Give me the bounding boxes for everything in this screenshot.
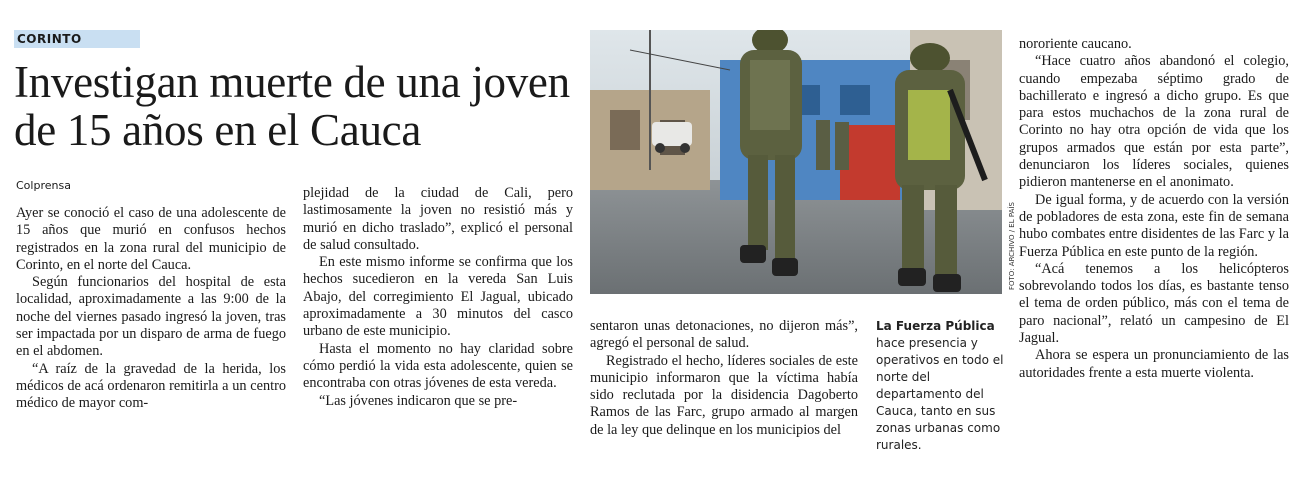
paragraph: En este mismo informe se confirma que los hechos sucedieron en la vereda San Luis Abajo, del corregimiento El Jagual, ubicado aproximadamente a 30 minutos del casco urbano de este municipio. xyxy=(303,254,573,340)
paragraph: “Acá tenemos a los helicópteros sobrevolando todos los días, es bastante tenso el tema de orden público, más con el tema de paro nacional”, relató un campesino de El Jagual. xyxy=(1019,260,1289,347)
text-column-1 xyxy=(16,205,286,413)
paragraph: “Las jóvenes indicaron que se pre- xyxy=(319,392,518,409)
section-kicker: CORINTO xyxy=(14,30,140,48)
paragraph: plejidad de la ciudad de Cali, pero lastimosamente la joven no resistió más y murió en dicho traslado”, explicó el personal de salud consultado. xyxy=(303,185,573,253)
paragraph: “A raíz de la gravedad de la herida, los médicos de acá ordenaron remitirla a un centro médico de mayor com- xyxy=(16,360,286,412)
paragraph: Ahora se espera un pronunciamiento de las autoridades frente a esta muerte violenta. xyxy=(1019,347,1289,381)
text-column-3 xyxy=(590,318,858,439)
photo-caption xyxy=(876,318,1006,454)
caption-body: hace presencia y operativos en todo el norte del departamento del Cauca, tanto en sus zonas urbanas como rurales. xyxy=(876,336,1004,452)
paragraph: Hasta el momento no hay claridad sobre cómo perdió la vida esta adolescente, quien se encontraba con otras jóvenes de esta vereda. xyxy=(303,340,573,392)
headline: Investigan muerte de una joven de 15 años en el Cauca xyxy=(14,57,570,155)
paragraph: “Hace cuatro años abandonó el colegio, cuando empezaba séptimo grado de bachillerato e ingresó a dicho grupo. Es que para estos muchachos de la zona rural de Corinto no hay otra opción de vida que los grupos armados que están por esta parte”, denunciaron los líderes sociales, quienes pidieron mantenerse en el anonimato. xyxy=(1019,53,1289,191)
paragraph: nororiente caucano. xyxy=(1019,36,1132,52)
photo-credit-text: FOTO: ARCHIVO / EL PAÍS xyxy=(1008,202,1016,290)
soldiers-photo-illustration xyxy=(590,30,1002,294)
paragraph: Ayer se conoció el caso de una adolescente de 15 años que murió en confusos hechos registrados en la zona rural del municipio de Corinto, en el norte del Cauca. xyxy=(16,205,286,273)
news-photo xyxy=(590,30,1002,294)
byline: Colprensa xyxy=(16,179,71,192)
paragraph: Registrado el hecho, líderes sociales de este municipio informaron que la víctima había sido reclutada por la disidencia Dagoberto Ramos de las Farc, grupo armado al margen de la ley que delinque en los municipios del xyxy=(590,352,858,438)
paragraph: sentaron unas detonaciones, no dijeron más”, agregó el personal de salud. xyxy=(590,318,858,352)
caption-head: La Fuerza Pública xyxy=(876,319,995,333)
paragraph: Según funcionarios del hospital de esta localidad, aproximadamente a las 9:00 de la noche del viernes pasado ingresó la joven, tras ser impactada por un disparo de arma de fuego en el abdomen. xyxy=(16,274,286,360)
photo-credit xyxy=(1002,190,1014,290)
text-column-4 xyxy=(1019,36,1289,382)
text-column-2 xyxy=(303,185,573,410)
paragraph: De igual forma, y de acuerdo con la versión de pobladores de esta zona, este fin de semana hubo combates entre disidentes de las Farc y la Fuerza Pública en este punto de la región. xyxy=(1019,191,1289,260)
